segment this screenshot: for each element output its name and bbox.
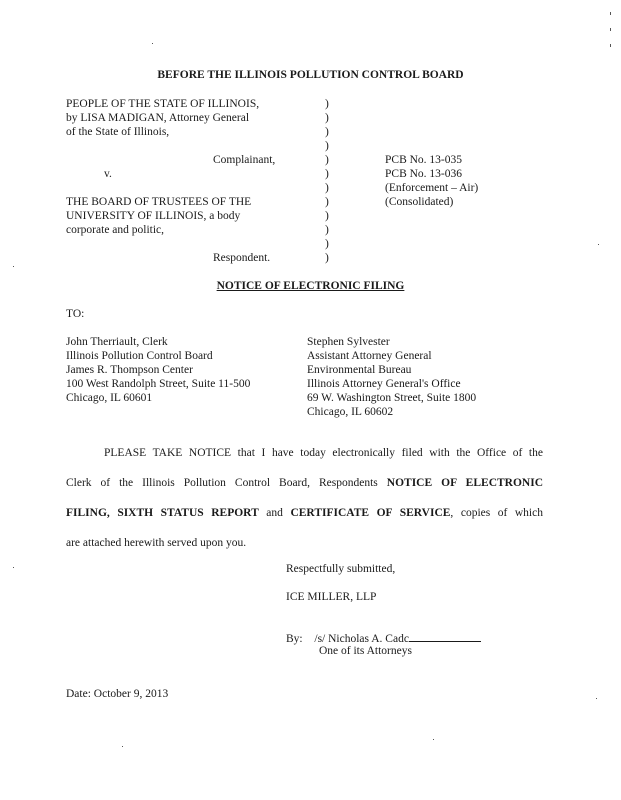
closing: Respectfully submitted,	[286, 563, 396, 575]
caption-paren: )	[325, 238, 329, 250]
recipient-right-line: Illinois Attorney General's Office	[307, 378, 461, 390]
recipient-right-line: 69 W. Washington Street, Suite 1800	[307, 392, 477, 404]
scan-speck	[610, 28, 611, 31]
caption-paren: )	[325, 98, 329, 110]
recipient-right-line: Assistant Attorney General	[307, 350, 432, 362]
case-consolidated: (Consolidated)	[385, 196, 454, 208]
scan-speck	[596, 698, 597, 699]
scan-speck	[122, 746, 123, 747]
body-bold-text: NOTICE OF ELECTRONIC	[386, 477, 543, 489]
plaintiff-line-3: of the State of Illinois,	[66, 126, 170, 138]
caption-paren: )	[325, 224, 329, 236]
body-line-3	[66, 506, 543, 520]
body-line-2	[66, 476, 543, 490]
scan-speck	[598, 244, 599, 245]
caption-paren: )	[325, 252, 329, 264]
recipient-left-line: 100 West Randolph Street, Suite 11-500	[66, 378, 251, 390]
scan-speck	[433, 739, 434, 740]
defendant-line-3: corporate and politic,	[66, 224, 165, 236]
respondent-label: Respondent.	[213, 252, 271, 264]
notice-title: NOTICE OF ELECTRONIC FILING	[216, 280, 405, 292]
scan-speck	[610, 12, 611, 15]
scan-speck	[13, 567, 14, 568]
to-label: TO:	[66, 308, 85, 320]
defendant-line-1: THE BOARD OF TRUSTEES OF THE	[66, 196, 252, 208]
page-heading: BEFORE THE ILLINOIS POLLUTION CONTROL BOARD	[157, 69, 464, 81]
recipient-right-line: Environmental Bureau	[307, 364, 412, 376]
recipient-right-line: Stephen Sylvester	[307, 336, 390, 348]
signer-role: One of its Attorneys	[319, 645, 412, 657]
caption-paren: )	[325, 154, 329, 166]
recipient-left-line: James R. Thompson Center	[66, 364, 193, 376]
caption-paren: )	[325, 210, 329, 222]
caption-paren: )	[325, 126, 329, 138]
by-label: By:	[286, 633, 303, 645]
recipient-left-line: John Therriault, Clerk	[66, 336, 168, 348]
body-line-4: are attached herewith served upon you.	[66, 537, 247, 549]
firm-name: ICE MILLER, LLP	[286, 591, 377, 603]
signature-underline	[409, 630, 481, 642]
body-line-1	[104, 446, 543, 460]
body-text: Clerk of the Illinois Pollution Control Board, Respondents	[66, 477, 378, 489]
body-text: and	[266, 507, 283, 519]
signer-name: /s/ Nicholas A. Cadc	[314, 633, 409, 645]
plaintiff-line-1: PEOPLE OF THE STATE OF ILLINOIS,	[66, 98, 260, 110]
date-line: Date: October 9, 2013	[66, 688, 169, 700]
caption-paren: )	[325, 112, 329, 124]
body-text: PLEASE TAKE NOTICE that I have today electronically filed with the Office of the	[104, 447, 543, 459]
caption-paren: )	[325, 168, 329, 180]
recipient-left-line: Illinois Pollution Control Board	[66, 350, 213, 362]
versus-label: v.	[104, 168, 112, 180]
complainant-label: Complainant,	[213, 154, 276, 166]
plaintiff-line-2: by LISA MADIGAN, Attorney General	[66, 112, 250, 124]
recipient-right-line: Chicago, IL 60602	[307, 406, 394, 418]
recipient-left-line: Chicago, IL 60601	[66, 392, 153, 404]
caption-paren: )	[325, 182, 329, 194]
scan-speck	[610, 44, 611, 47]
scan-speck	[152, 43, 153, 44]
case-number-2: PCB No. 13-036	[385, 168, 462, 180]
case-type: (Enforcement – Air)	[385, 182, 479, 194]
caption-paren: )	[325, 140, 329, 152]
body-bold-text: FILING, SIXTH STATUS REPORT	[66, 507, 259, 519]
scan-speck	[13, 266, 14, 267]
defendant-line-2: UNIVERSITY OF ILLINOIS, a body	[66, 210, 241, 222]
body-bold-text: CERTIFICATE OF SERVICE	[290, 507, 451, 519]
body-text: , copies of which	[450, 507, 543, 519]
caption-paren: )	[325, 196, 329, 208]
case-number-1: PCB No. 13-035	[385, 154, 462, 166]
